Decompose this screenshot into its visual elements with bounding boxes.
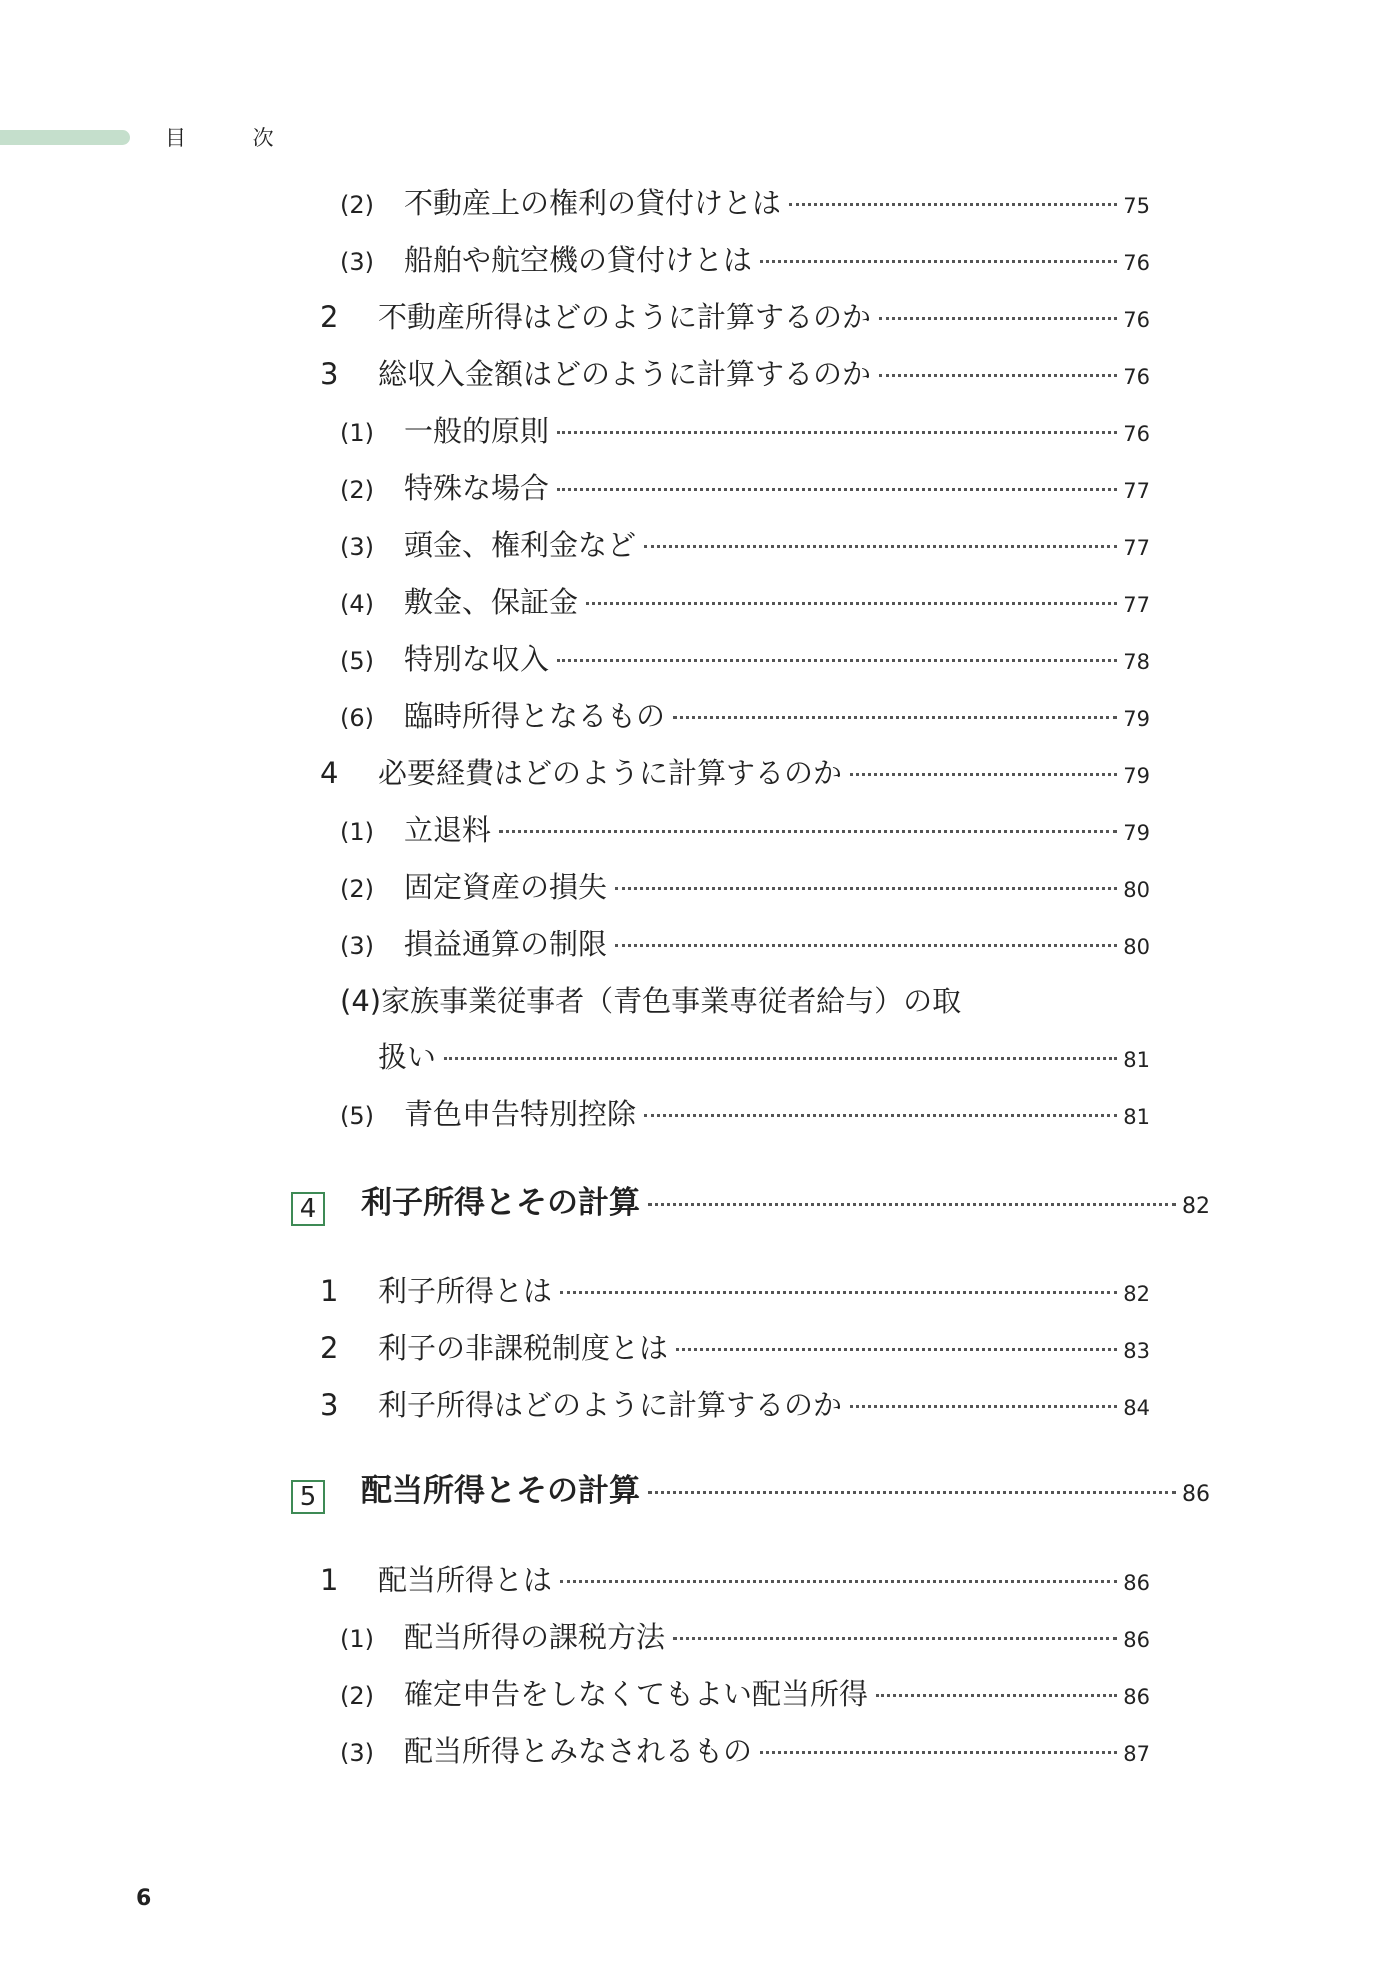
toc-entry[interactable] [340,1731,1150,1774]
dot-leader [850,773,1117,776]
toc-entry[interactable] [340,525,1150,568]
toc-entry-number: 1 [320,1274,339,1308]
toc-entry-page-number: 76 [1123,251,1150,275]
toc-entry-page-number: 86 [1123,1628,1150,1652]
dot-leader [557,659,1117,662]
toc-entry-number: (2) [340,191,374,219]
toc-entry-title: 臨時所得となるもの [404,699,666,733]
dot-leader [444,1057,1117,1060]
toc-entry-page-number: 80 [1123,878,1150,902]
toc-entry-number: 3 [320,1388,339,1422]
dot-leader [586,602,1117,605]
toc-entry-page-number: 81 [1123,1105,1150,1129]
toc-entry-page-number: 84 [1123,1396,1150,1420]
toc-entry[interactable] [340,1674,1150,1717]
dot-leader [879,317,1117,320]
toc-entry-title: 不動産所得はどのように計算するのか [378,300,872,334]
dot-leader [560,1580,1117,1583]
dot-leader [879,374,1117,377]
toc-entry-number: (3) [340,932,374,960]
toc-entry[interactable] [340,810,1150,853]
toc-entry-title: 利子の非課税制度とは [378,1331,669,1365]
toc-entry-title: 利子所得はどのように計算するのか [378,1388,843,1422]
dot-leader [673,716,1117,719]
dot-leader [760,260,1117,263]
toc-entry-number: 4 [291,1192,325,1226]
toc-entry-number: (1) [340,419,374,447]
toc-entry-page-number: 86 [1182,1482,1210,1507]
toc-entry-number: 2 [320,1331,339,1365]
toc-entry[interactable] [340,411,1150,454]
toc-entry-number: 1 [320,1563,339,1597]
toc-entry-page-number: 80 [1123,935,1150,959]
toc-entry-title: 船舶や航空機の貸付けとは [404,243,753,277]
dot-leader [789,203,1117,206]
toc-entry[interactable] [340,696,1150,739]
dot-leader [648,1203,1176,1206]
toc-entry[interactable] [340,468,1150,511]
toc-entry[interactable] [320,1271,1150,1314]
dot-leader [644,1114,1117,1117]
toc-entry-page-number: 78 [1123,650,1150,674]
toc-entry-number: (1) [340,1625,374,1653]
dot-leader [648,1491,1176,1494]
dot-leader [557,488,1117,491]
toc-entry-number: 2 [320,300,339,334]
toc-entry-title: 必要経費はどのように計算するのか [378,756,843,790]
toc-entry-page-number: 76 [1123,422,1150,446]
toc-entry-title: 敷金、保証金 [404,585,579,619]
toc-entry[interactable] [340,639,1150,682]
toc-entry-title: 立退料 [404,813,492,847]
dot-leader [560,1291,1117,1294]
toc-entry-title: 家族事業従事者（青色事業専従者給与）の取 [381,984,962,1018]
toc-entry-number: 5 [291,1480,325,1514]
dot-leader [760,1751,1117,1754]
toc-entry-title: 扱い [378,1040,437,1074]
toc-entry-page-number: 77 [1123,479,1150,503]
page-header-title: 目 次 [165,126,304,150]
toc-entry-title: 配当所得の課税方法 [404,1620,666,1654]
dot-leader [876,1694,1117,1697]
toc-entry-title: 配当所得とその計算 [361,1473,640,1509]
dot-leader [557,431,1117,434]
toc-entry[interactable] [340,867,1150,910]
toc-entry-page-number: 82 [1182,1194,1210,1219]
toc-entry[interactable] [340,183,1150,226]
toc-entry-number: (1) [340,818,374,846]
toc-entry-page-number: 81 [1123,1048,1150,1072]
toc-entry[interactable] [340,582,1150,625]
toc-entry-page-number: 76 [1123,365,1150,389]
toc-entry-title: 利子所得とは [378,1274,553,1308]
toc-entry-title: 特別な収入 [404,642,550,676]
toc-entry-title: 青色申告特別控除 [404,1097,637,1131]
toc-entry-number: 3 [320,357,339,391]
toc-entry[interactable] [320,1385,1150,1428]
dot-leader [644,545,1117,548]
toc-entry-number: (4) [340,590,374,618]
toc-entry-page-number: 82 [1123,1282,1150,1306]
toc-entry-number: (5) [340,1102,374,1130]
toc-entry-number: (3) [340,248,374,276]
toc-entry[interactable] [320,1328,1150,1371]
toc-entry[interactable] [320,354,1150,397]
toc-entry-title: 一般的原則 [404,414,550,448]
toc-entry-title: 頭金、権利金など [404,528,637,562]
header-accent-bar [0,130,130,145]
toc-entry-title: 総収入金額はどのように計算するのか [378,357,872,391]
toc-entry-number: (2) [340,875,374,903]
toc-entry-page-number: 76 [1123,308,1150,332]
toc-entry-title: 配当所得とは [378,1563,553,1597]
toc-entry-page-number: 79 [1123,707,1150,731]
dot-leader [673,1637,1117,1640]
toc-entry-page-number: 77 [1123,536,1150,560]
toc-entry[interactable] [340,1094,1150,1137]
toc-entry-title: 特殊な場合 [404,471,550,505]
toc-entry-number: (5) [340,647,374,675]
toc-entry-title: 損益通算の制限 [404,927,608,961]
toc-entry[interactable] [340,1617,1150,1660]
dot-leader [676,1348,1117,1351]
toc-entry-number: (2) [340,476,374,504]
toc-entry-page-number: 87 [1123,1742,1150,1766]
toc-entry[interactable] [320,753,1150,796]
toc-entry-title: 配当所得とみなされるもの [404,1734,753,1768]
toc-entry-title: 固定資産の損失 [404,870,608,904]
toc-entry[interactable] [378,1037,1150,1080]
toc-entry[interactable] [320,297,1150,340]
toc-entry-title: 利子所得とその計算 [361,1185,640,1221]
toc-entry-number: (4) [340,984,382,1018]
toc-section-heading[interactable] [291,1471,1210,1515]
toc-entry[interactable] [340,924,1150,967]
toc-entry-page-number: 86 [1123,1571,1150,1595]
toc-entry-number: 4 [320,756,339,790]
toc-entry-number: (6) [340,704,374,732]
toc-entry-title: 不動産上の権利の貸付けとは [404,186,782,220]
toc-entry[interactable] [320,1560,1150,1603]
toc-entry-page-number: 83 [1123,1339,1150,1363]
dot-leader [615,887,1117,890]
toc-entry-number: (3) [340,533,374,561]
toc-entry-number: (3) [340,1739,374,1767]
toc-entry-page-number: 79 [1123,821,1150,845]
toc-section-heading[interactable] [291,1183,1210,1227]
toc-entry-page-number: 79 [1123,764,1150,788]
dot-leader [615,944,1117,947]
toc-entry-page-number: 77 [1123,593,1150,617]
toc-entry-number: (2) [340,1682,374,1710]
toc-entry-title: 確定申告をしなくてもよい配当所得 [404,1677,869,1711]
toc-entry[interactable] [340,240,1150,283]
page-number: 6 [136,1886,152,1911]
dot-leader [499,830,1117,833]
toc-entry-page-number: 75 [1123,194,1150,218]
dot-leader [850,1405,1117,1408]
toc-entry[interactable] [340,981,961,1021]
toc-entry-page-number: 86 [1123,1685,1150,1709]
